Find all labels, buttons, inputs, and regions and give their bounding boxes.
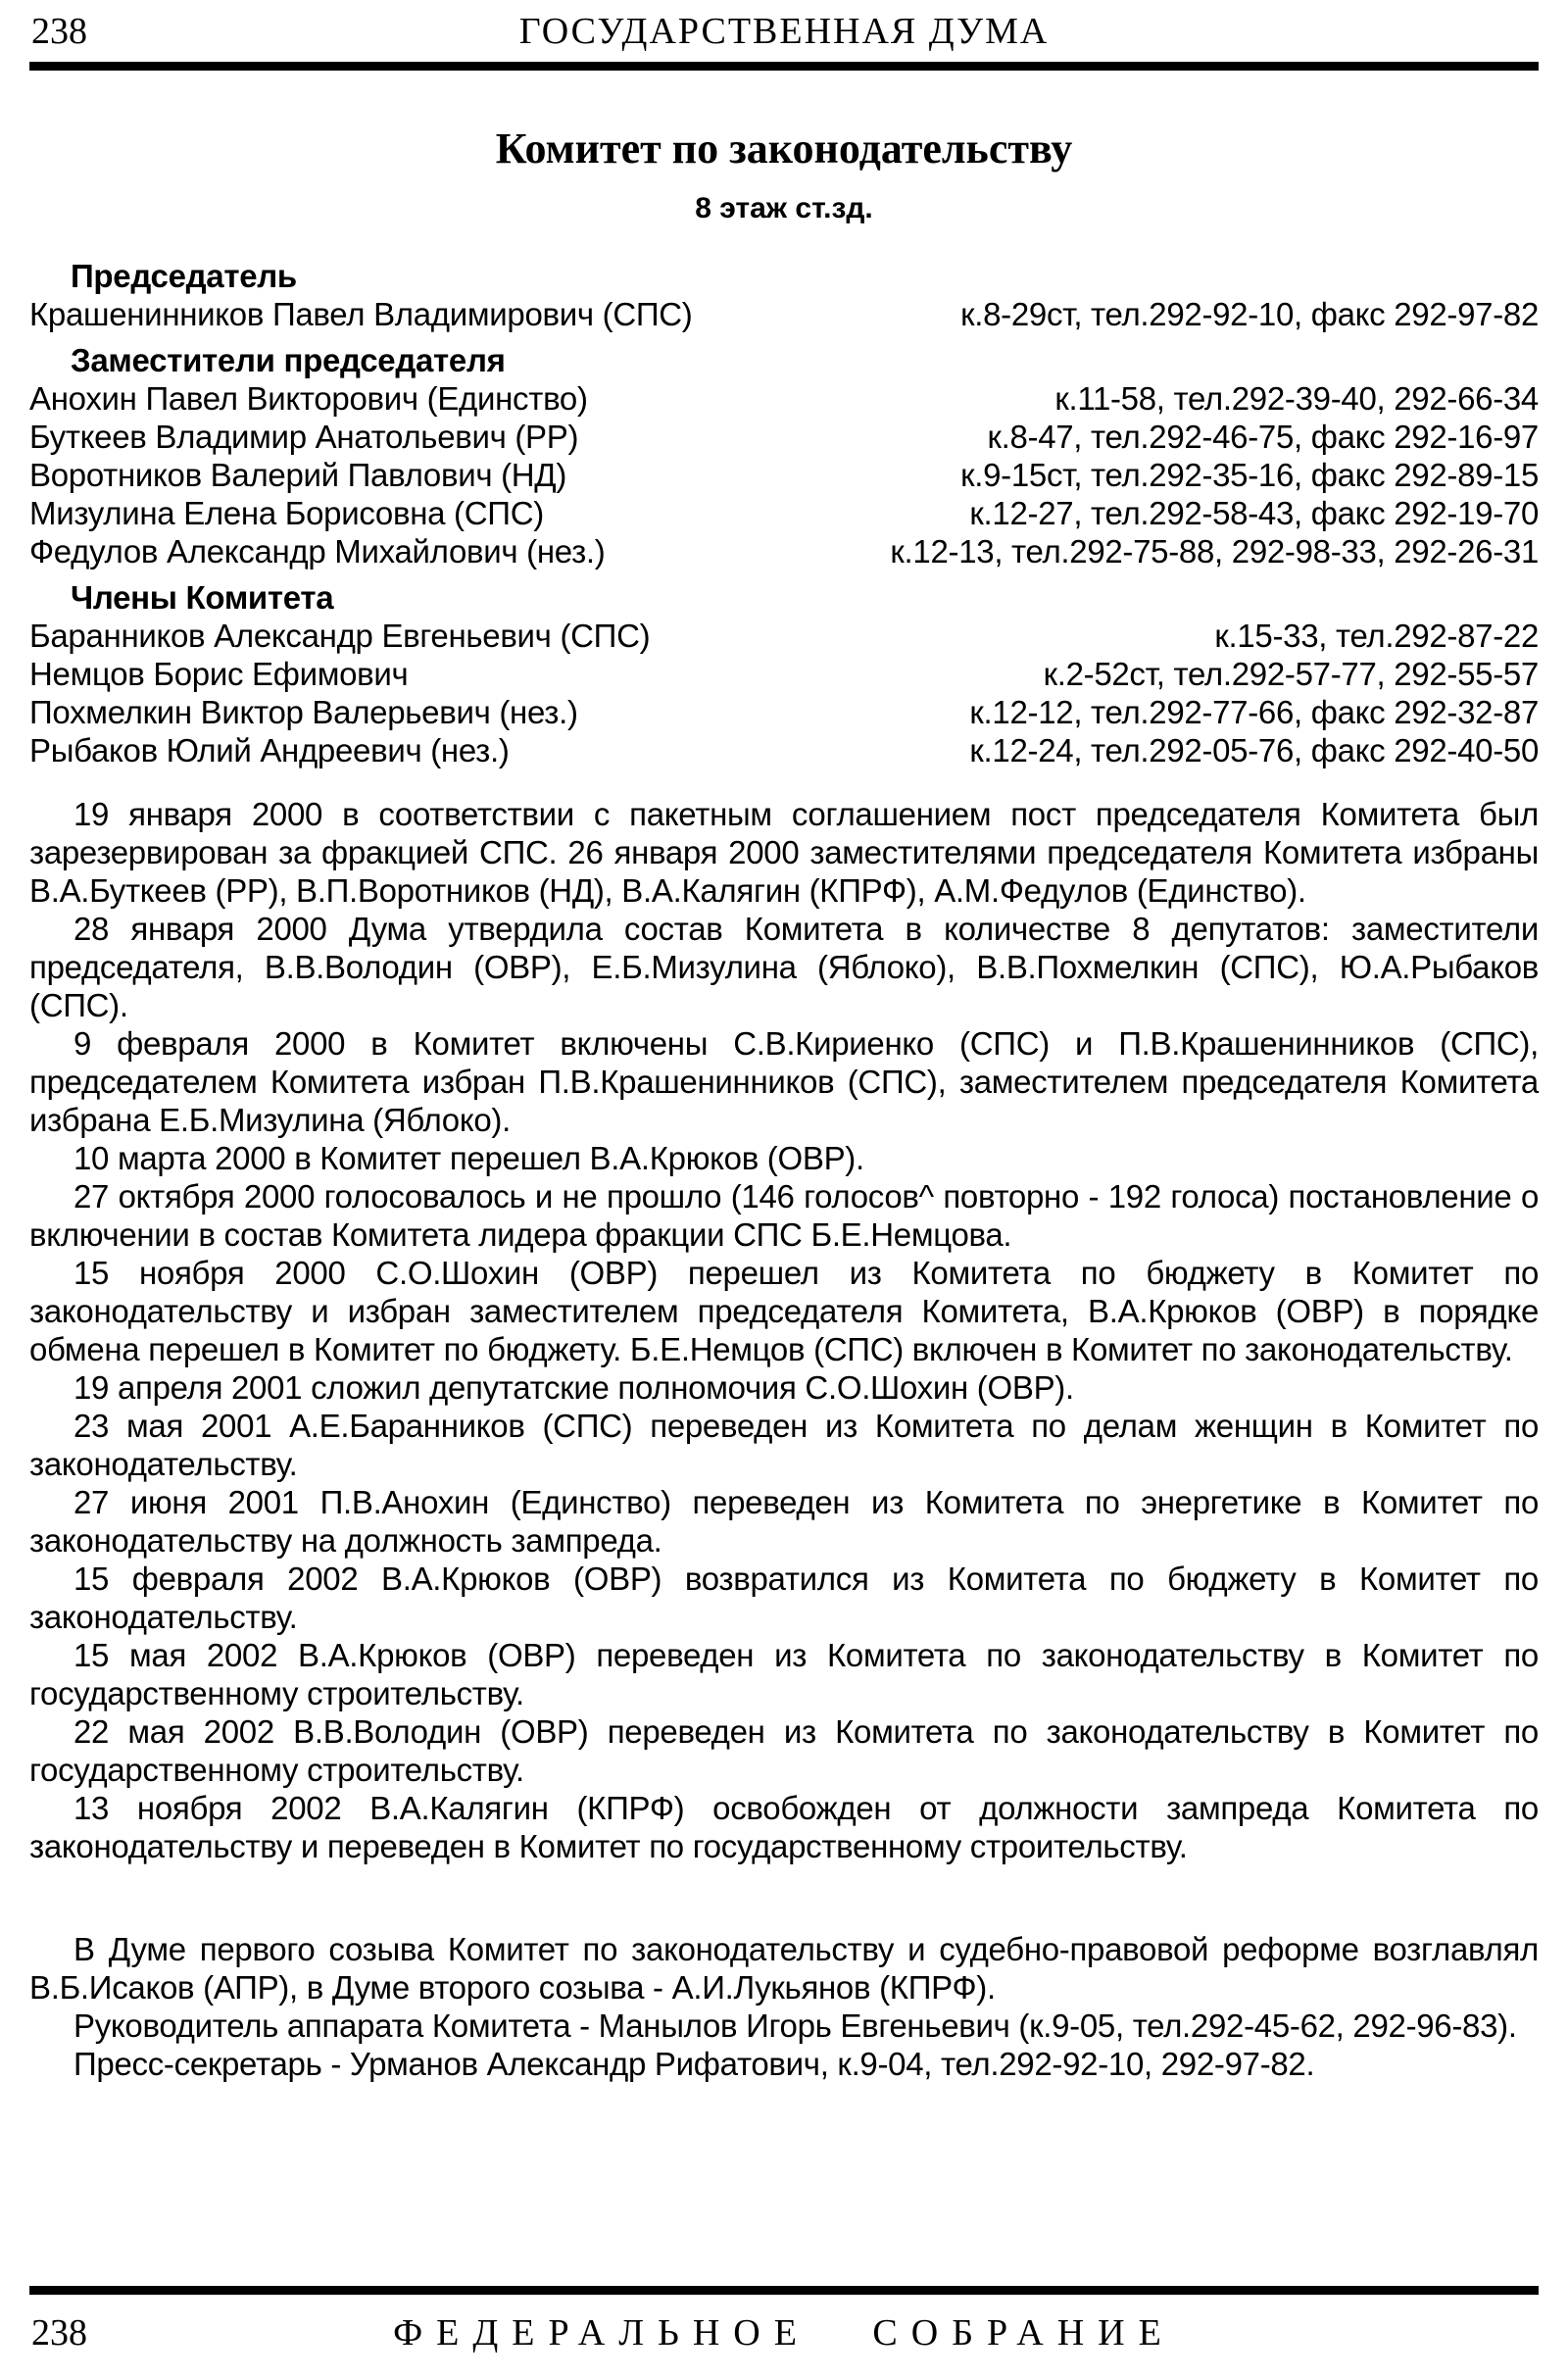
member-name: Крашенинников Павел Владимирович (СПС) [29, 296, 693, 332]
header-page-number: 238 [31, 11, 87, 52]
member-name: Анохин Павел Викторович (Единство) [29, 380, 588, 417]
summary-paragraph: В Думе первого созыва Комитет по законодательству и судебно-правовой реформе возглавлял В.Б.Исаков (АПР), в Думе второго созыва - А.И.Лукьянов (КПРФ). [29, 1931, 1539, 2006]
roster-row [29, 655, 1539, 693]
summary-paragraph: Пресс-секретарь - Урманов Александр Рифатович, к.9-04, тел.292-92-10, 292-97-82. [74, 2046, 1315, 2082]
history-paragraph: 15 февраля 2002 В.А.Крюков (ОВР) возвратился из Комитета по бюджету в Комитет по законодательству. [29, 1561, 1539, 1635]
member-contact: к.15-33, тел.292-87-22 [1214, 618, 1539, 654]
roster-row [29, 532, 1539, 570]
roster-section-chairman [29, 257, 1539, 333]
roster-row [29, 379, 1539, 418]
summary-paragraph: Руководитель аппарата Комитета - Манылов Игорь Евгеньевич (к.9-05, тел.292-45-62, 292-96-83). [74, 2007, 1517, 2044]
history-paragraph: 22 мая 2002 В.В.Володин (ОВР) переведен из Комитета по законодательству в Комитет по государственному строительству. [29, 1713, 1539, 1788]
footer-page-number: 238 [31, 2312, 87, 2354]
history-paragraph: 13 ноября 2002 В.А.Калягин (КПРФ) освобожден от должности зампреда Комитета по законодательству и переведен в Комитет по государственному строительству. [29, 1790, 1539, 1864]
roster-row [29, 494, 1539, 532]
history-section [29, 795, 1539, 1865]
history-paragraph: 15 мая 2002 В.А.Крюков (ОВР) переведен из Комитета по законодательству в Комитет по государственному строительству. [29, 1637, 1539, 1711]
member-name: Воротников Валерий Павлович (НД) [29, 457, 567, 493]
member-contact: к.11-58, тел.292-39-40, 292-66-34 [1054, 380, 1539, 417]
history-paragraph: 27 октября 2000 голосовалось и не прошло (146 голосов^ повторно - 192 голоса) постановление о включении в состав Комитета лидера фракции СПС Б.Е.Немцова. [29, 1178, 1539, 1253]
member-contact: к.12-12, тел.292-77-66, факс 292-32-87 [969, 694, 1539, 730]
footer-rule [29, 2286, 1539, 2295]
member-contact: к.12-24, тел.292-05-76, факс 292-40-50 [969, 732, 1539, 768]
roster-section-heading: Председатель [71, 258, 297, 294]
roster-section-deputies [29, 341, 1539, 570]
history-paragraph: 23 мая 2001 А.Е.Баранников (СПС) переведен из Комитета по делам женщин в Комитет по законодательству. [29, 1408, 1539, 1482]
member-contact: к.8-47, тел.292-46-75, факс 292-16-97 [987, 419, 1539, 455]
running-header [29, 8, 1539, 57]
member-name: Баранников Александр Евгеньевич (СПС) [29, 618, 651, 654]
committee-title: Комитет по законодательству [495, 124, 1073, 173]
member-contact: к.12-27, тел.292-58-43, факс 292-19-70 [969, 495, 1539, 531]
member-name: Немцов Борис Ефимович [29, 656, 409, 692]
roster-row [29, 693, 1539, 731]
member-contact: к.12-13, тел.292-75-88, 292-98-33, 292-26-31 [890, 533, 1539, 570]
history-paragraph: 15 ноября 2000 С.О.Шохин (ОВР) перешел из Комитета по бюджету в Комитет по законодательству и избран заместителем председателя Комитета, В.А.Крюков (ОВР) в порядке обмена перешел в Комитет по бюджету. Б.Е.Немцов (СПС) включен в Комитет по законодательству. [29, 1255, 1539, 1367]
history-paragraph: 28 января 2000 Дума утвердила состав Комитета в количестве 8 депутатов: заместители председателя, В.В.Володин (ОВР), Е.Б.Мизулина (Яблоко), В.В.Похмелкин (СПС), Ю.А.Рыбаков (СПС). [29, 911, 1539, 1023]
member-contact: к.8-29ст, тел.292-92-10, факс 292-97-82 [960, 296, 1539, 332]
roster-section-heading: Члены Комитета [71, 579, 334, 616]
running-footer [29, 2286, 1539, 2361]
history-paragraph: 19 января 2000 в соответствии с пакетным соглашением пост председателя Комитета был зарезервирован за фракцией СПС. 26 января 2000 заместителями председателя Комитета избраны В.А.Буткеев (РР), В.П.Воротников (НД), В.А.Калягин (КПРФ), А.М.Федулов (Единство). [29, 796, 1539, 909]
roster-row [29, 731, 1539, 769]
member-name: Похмелкин Виктор Валерьевич (нез.) [29, 694, 578, 730]
roster-section-heading: Заместители председателя [71, 342, 506, 378]
member-contact: к.9-15ст, тел.292-35-16, факс 292-89-15 [960, 457, 1539, 493]
header-rule [29, 62, 1539, 71]
roster-section-members [29, 578, 1539, 769]
committee-location: 8 этаж ст.зд. [695, 192, 873, 224]
footer-title: ФЕДЕРАЛЬНОЕ СОБРАНИЕ [393, 2312, 1175, 2354]
member-name: Мизулина Елена Борисовна (СПС) [29, 495, 544, 531]
roster-row [29, 456, 1539, 494]
history-paragraph: 19 апреля 2001 сложил депутатские полномочия С.О.Шохин (ОВР). [74, 1369, 1074, 1406]
summary-section [29, 1930, 1539, 2083]
roster-row [29, 617, 1539, 655]
committee-roster [29, 249, 1539, 769]
history-paragraph: 9 февраля 2000 в Комитет включены С.В.Кириенко (СПС) и П.В.Крашенинников (СПС), председателем Комитета избран П.В.Крашенинников (СПС), заместителем председателя Комитета избрана Е.Б.Мизулина (Яблоко). [29, 1025, 1539, 1138]
history-paragraph: 10 марта 2000 в Комитет перешел В.А.Крюков (ОВР). [74, 1140, 864, 1176]
member-name: Федулов Александр Михайлович (нез.) [29, 533, 606, 570]
member-name: Рыбаков Юлий Андреевич (нез.) [29, 732, 510, 768]
header-title: ГОСУДАРСТВЕННАЯ ДУМА [518, 11, 1050, 52]
history-paragraph: 27 июня 2001 П.В.Анохин (Единство) переведен из Комитета по энергетике в Комитет по законодательству на должность зампреда. [29, 1484, 1539, 1559]
member-name: Буткеев Владимир Анатольевич (РР) [29, 419, 579, 455]
member-contact: к.2-52ст, тел.292-57-77, 292-55-57 [1043, 656, 1539, 692]
roster-row [29, 418, 1539, 456]
roster-row [29, 295, 1539, 333]
